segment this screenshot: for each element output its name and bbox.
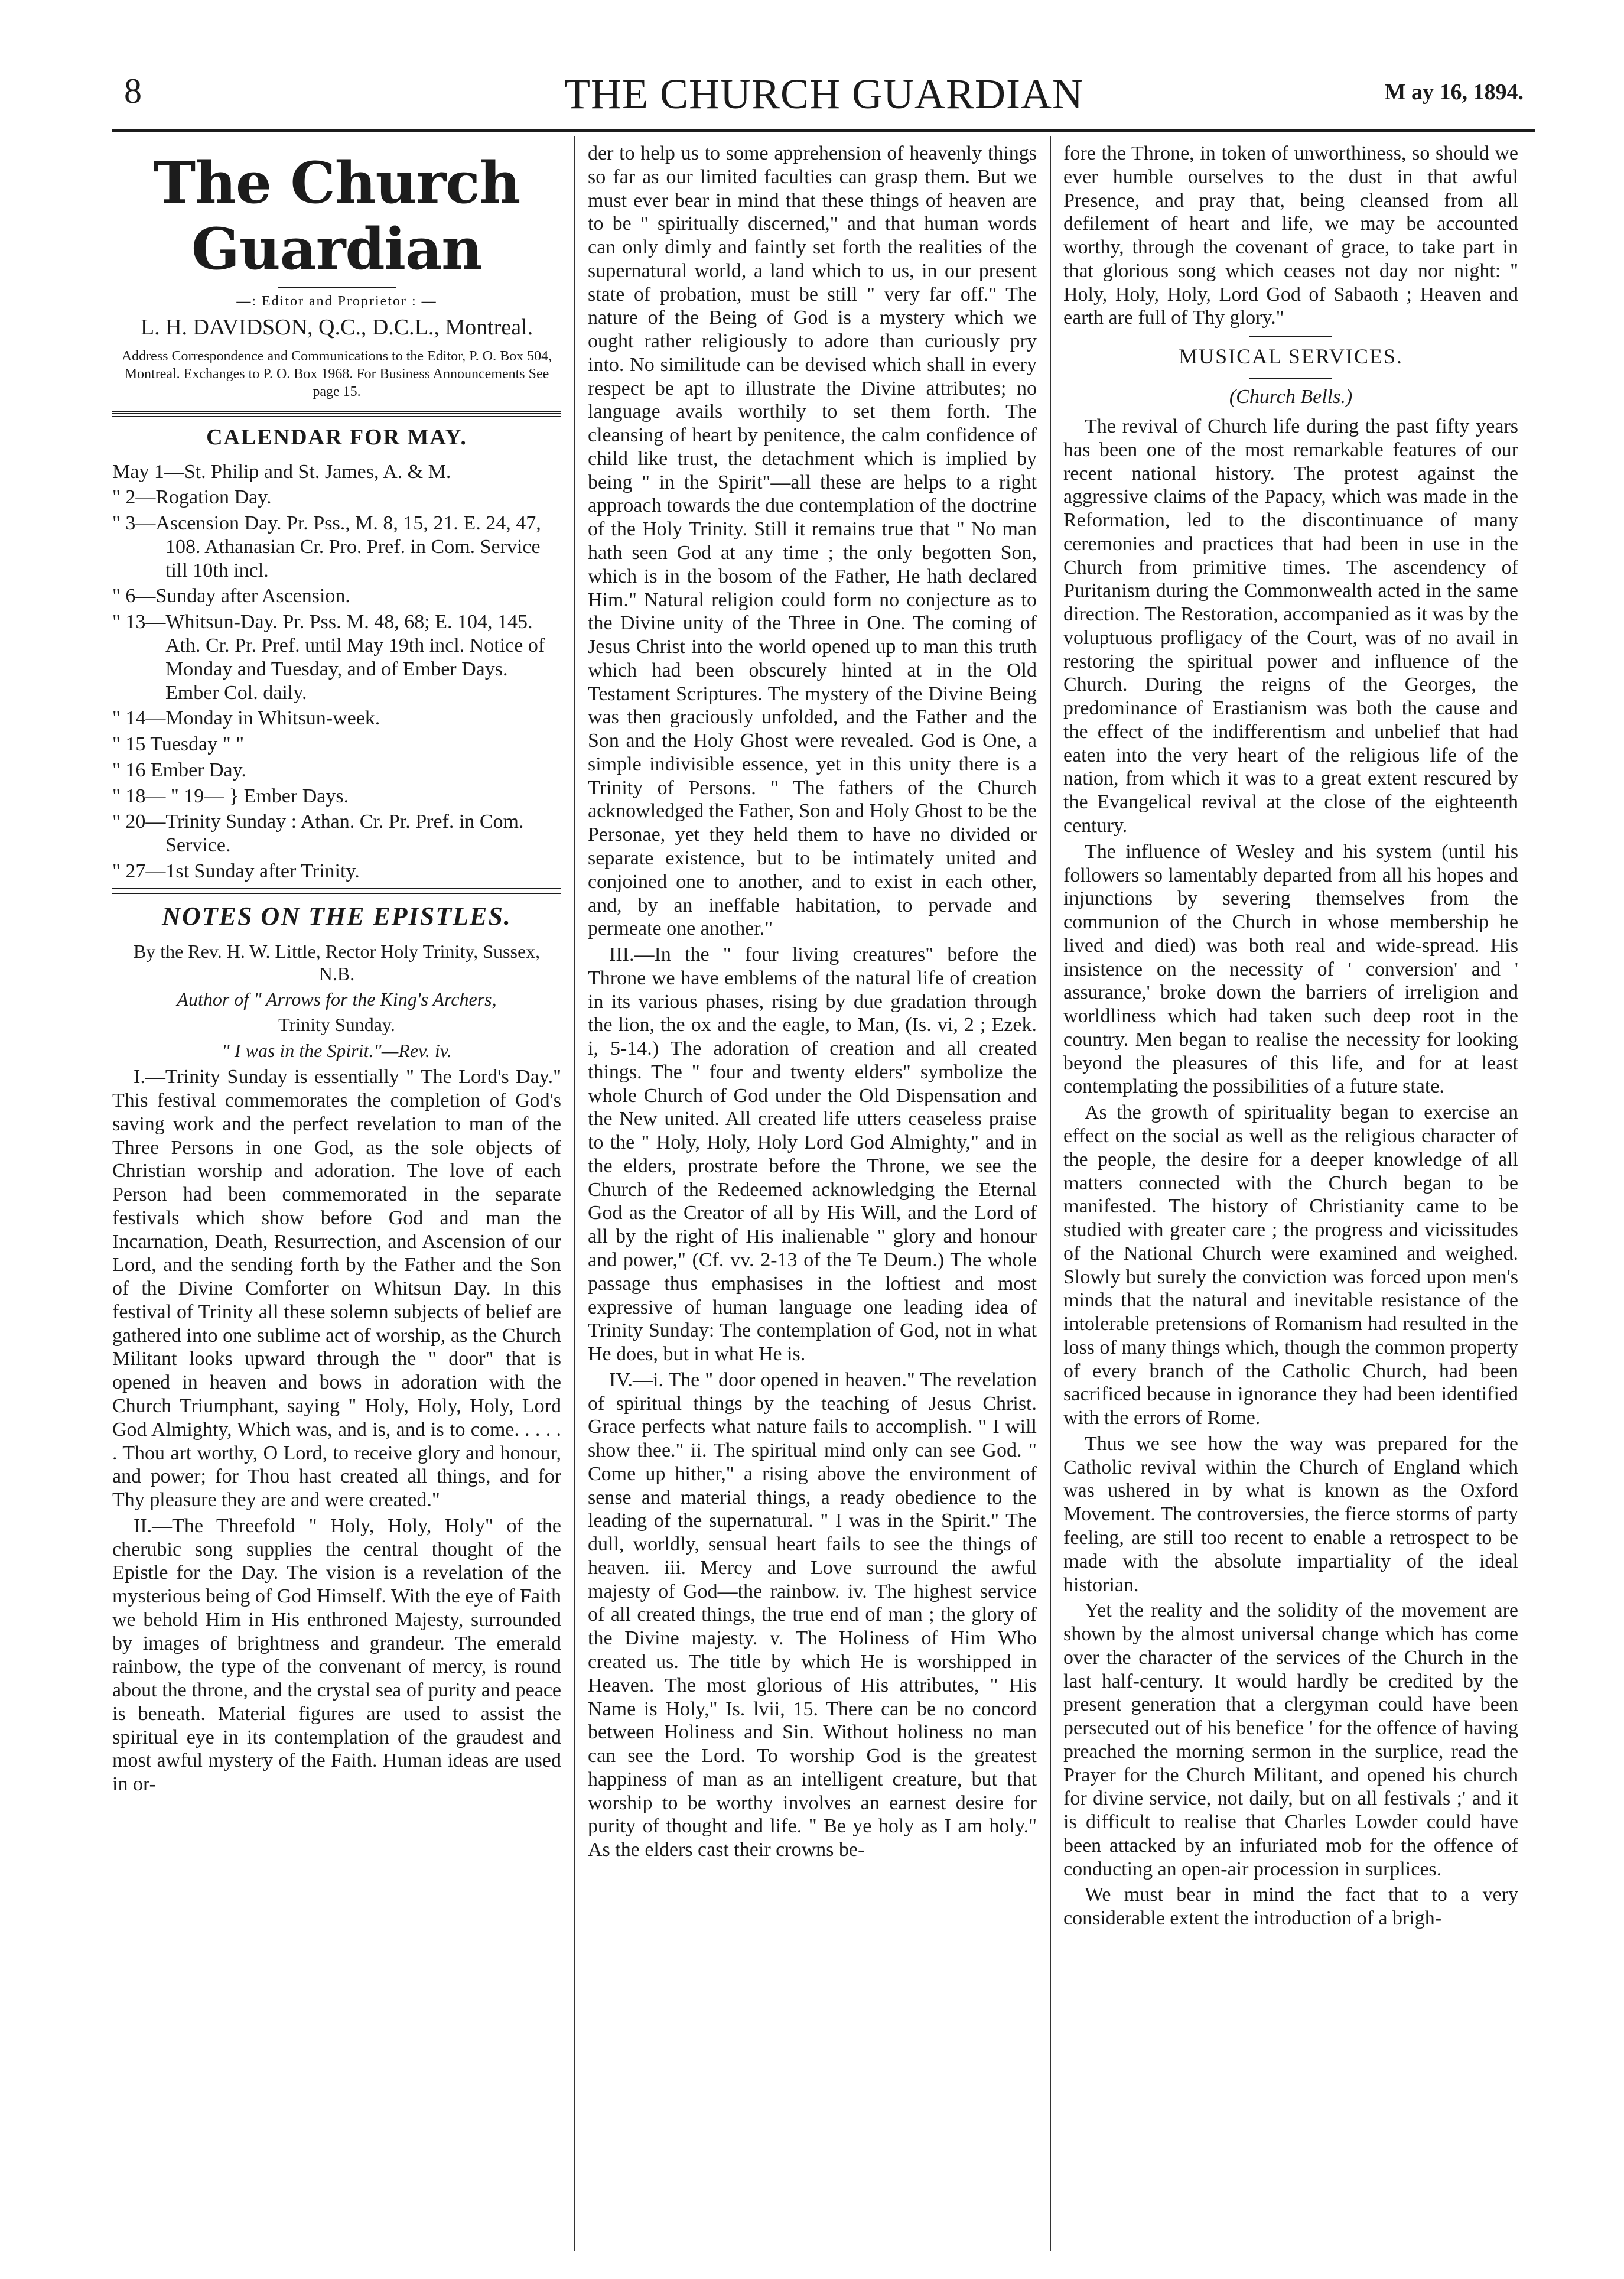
calendar-item: " 27—1st Sunday after Trinity.	[112, 860, 360, 882]
notes-title: NOTES ON THE EPISTLES.	[162, 901, 512, 931]
paragraph: der to help us to some apprehension of heavenly things so far as our limited faculties can grasp them. But we must ever bear in mind that these things of heaven are to be " spiritually discerned," and that human words can only dimly and faintly set forth the realities of the supernatural world, a land which to us, in our present state of probation, must be still " very far off." The nature of the Being of God is a mystery which we ought rather religiously to adore than curiously pry into. No similitude can be devised which shall in every respect be apt to illustrate the Divine attributes; no language avails worthily to set them forth. The cleansing of heart by penitence, the calm confidence of child like trust, the detachment which is implied by being " in the Spirit"—all these are helps to a right approach towards the due contemplation of the doctrine of the Holy Trinity. Still it remains true that " No man hath seen God at any time ; the only begotten Son, which is in the bosom of the Father, He hath declared Him." Natural religion could form no conjecture as to the Divine unity of the Three in One. The coming of Jesus Christ into the world opened up to man this truth which had been obscurely hinted at in the Old Testament Scriptures. The mystery of the Divine Being was then graciously unfolded, and the Father and the Son and the Holy Ghost were revealed. God is One, a simple indivisible essence, yet in this unity there is a Trinity of Persons. " The fathers of the Church acknowledged the Father, Son and Holy Ghost to be the Personae, yet they held them to have no divided or separate existence, but to be intimately united and conjoined one to another, and to exist in each other, and, by an ineffable habitation, to pervade and permeate one another."	[588, 142, 1037, 940]
calendar-item: " 20—Trinity Sunday : Athan. Cr. Pr. Pref. in Com. Service.	[112, 811, 524, 857]
address-notice: Address Correspondence and Communications to the Editor, P. O. Box 504, Montreal. Exchanges to P. O. Box 1968. For Business Announcements See page 15.	[121, 349, 552, 400]
credit-line: (Church Bells.)	[1229, 386, 1353, 408]
column-divider	[1050, 136, 1051, 2251]
page-number: 8	[124, 71, 142, 110]
paragraph: IV.—i. The " door opened in heaven." The revelation of spiritual things by the teaching of Jesus Christ. Grace perfects what nature fails to accomplish. " I will show thee." ii. The spiritual mind only can see God. " Come up hither," a rising above the environment of sense and material things, a ready obedience to the leading of the supernatural. " I was in the Spirit." The dull, worldly, sensual heart fails to see the things of heaven. iii. Mercy and Love surround the awful majesty of God—the rainbow. iv. The highest service of all created things, the true end of man ; the glory of the Divine majesty. v. The Holiness of Him Who created us. The title by which He is worshipped in Heaven. The most glorious of His attributes, " His Name is Holy," Is. lvii, 15. There can be no concord between Holiness and Sin. Without holiness no man can see the Lord. To worship God is the greatest happiness of man as an intelligent creature, but that worship to be worthy involves an earnest desire for purity of thought and life. " Be ye holy as I am holy." As the elders cast their crowns be-	[588, 1368, 1037, 1861]
paper-name: THE CHURCH GUARDIAN	[564, 70, 1083, 118]
column-3	[1063, 142, 1518, 2245]
epigraph: " I was in the Spirit."—Rev. iv.	[222, 1039, 452, 1061]
paragraph: I.—Trinity Sunday is essentially " The Lord's Day." This festival commemorates the completion of God's saving work and the perfect revelation to man of the Three Persons in one God, as the sole objects of Christian worship and adoration. The love of each Person had been commemorated in the separate festivals which show before God and man the Incarnation, Death, Resurrection, and Ascension of our Lord, and the sending forth by the Father and the Son of the Divine Comforter on Whitsun Day. In this festival of Trinity all these solemn subjects of belief are gathered into one sublime act of worship, as the Church Militant looks upward through the " door" that is opened in heaven and bows in adoration with the Church Triumphant, saying " Holy, Holy, Holy, Lord God Almighty, Which was, and is, and is to come. . . . . . Thou art worthy, O Lord, to receive glory and honour, and power; for Thou hast created all things, and for Thy pleasure they are and were created."	[112, 1066, 561, 1511]
paragraph: fore the Throne, in token of unworthiness, so should we ever humble ourselves to the dust in that awful Presence, and pray that, being cleansed from all defilement of heart and life, we may be accounted worthy, through the covenant of grace, to take part in that glorious song which ceases not day nor night: " Holy, Holy, Holy, Lord God of Sabaoth ; Heaven and earth are full of Thy glory."	[1063, 142, 1518, 329]
calendar-item: " 2—Rogation Day.	[112, 486, 272, 509]
section-rule	[112, 411, 561, 417]
short-rule	[1249, 378, 1332, 379]
paragraph: The revival of Church life during the past fifty years has been one of the most remarkable features of our recent national history. The protest against the aggressive claims of the Papacy, which was made in the Reformation, led to the discontinuance of many ceremonies and practices that had been in use in the Church from primitive times. The ascendency of Puritanism during the Commonwealth acted in the same direction. The Restoration, accompanied as it was by the voluptuous profligacy of the Court, was of no avail in restoring the spiritual power and influence of the Church. During the reigns of the Georges, the predominance of Erastianism was both the cause and the effect of the indifferentism and unbelief that had eaten into the very heart of the religious life of the nation, from which it was to a great extent rescured by the Evangelical revival at the close of the eighteenth century.	[1063, 415, 1518, 837]
calendar-title: CALENDAR FOR MAY.	[206, 425, 467, 450]
calendar-item: " 6—Sunday after Ascension.	[112, 585, 350, 607]
issue-date: M ay 16, 1894.	[1384, 80, 1524, 105]
section-rule	[112, 888, 561, 894]
ornament-rule	[278, 287, 396, 288]
editor-label: —: Editor and Proprietor : —	[236, 293, 437, 309]
paragraph: Yet the reality and the solidity of the movement are shown by the almost universal change which has come over the character of the services of the Church in the last half-century. It would hardly be credited by the present generation that a clergyman could have been persecuted out of his benefice ' for the offence of having preached the morning sermon in the surplice, read the Prayer for the Church Militant, and opened his church for divine service, not daily, but on all festivals ;' and it is difficult to realise that Charles Lowder could have been attacked by an infuriated mob for the offence of conducting an open-air procession in surplices.	[1063, 1599, 1518, 1880]
column-1	[112, 142, 561, 2245]
calendar-item: " 3—Ascension Day. Pr. Pss., M. 8, 15, 21. E. 24, 47, 108. Athanasian Cr. Pro. Pref. in Com. Service till 10th incl.	[112, 512, 541, 581]
paragraph: The influence of Wesley and his system (until his followers so lamentably departed from all his hopes and injunctions by severing themselves from the communion of the Church in whose membership he lived and died) was both real and wide-spread. His insistence on the necessity of ' conversion' and ' assurance,' broke down the barriers of irreligion and worldliness which had taken such deep root in the country. Men began to realise the necessity for looking beyond the pleasures of this life, and for at least contemplating the possibilities of a future state.	[1063, 840, 1518, 1098]
short-rule	[1249, 336, 1332, 337]
calendar-item: May 1—St. Philip and St. James, A. & M.	[112, 460, 451, 483]
author-of: Author of " Arrows for the King's Archers,	[177, 988, 497, 1010]
paragraph: Thus we see how the way was prepared for the Catholic revival within the Church of England which was ushered in by what is known as the Oxford Movement. The controversies, the fierce storms of party feeling, are still too recent to enable a retrospect to be made with the absolute impartiality of the ideal historian.	[1063, 1432, 1518, 1596]
paragraph: II.—The Threefold " Holy, Holy, Holy" of the cherubic song supplies the central thought of the Epistle for the Day. The vision is a revelation of the mysterious being of God Himself. With the eye of Faith we behold Him in His enthroned Majesty, surrounded by images of brightness and grandeur. The emerald rainbow, the type of the convenant of mercy, is round about the throne, and the crystal sea of purity and peace is beneath. Material figures are used to assist the spiritual eye in its contemplation of the graudest and most awful mystery of the Faith. Human ideas are used in or-	[112, 1514, 561, 1796]
header-rule	[112, 129, 1535, 132]
sunday-heading: Trinity Sunday.	[278, 1014, 395, 1036]
calendar-list	[112, 460, 561, 883]
calendar-item: " 18— " 19— } Ember Days.	[112, 785, 349, 807]
page-header	[112, 59, 1535, 130]
editor-name: L. H. DAVIDSON, Q.C., D.C.L., Montreal.	[140, 314, 533, 340]
column-2	[588, 142, 1037, 2245]
column-divider	[574, 136, 575, 2251]
paragraph: We must bear in mind the fact that to a very considerable extent the introduction of a brigh-	[1063, 1884, 1518, 1930]
masthead-title: The Church Guardian	[153, 149, 520, 283]
calendar-item: " 13—Whitsun-Day. Pr. Pss. M. 48, 68; E. 104, 145. Ath. Cr. Pr. Pref. until May 19th incl. Notice of Monday and Tuesday, and of Ember Days. Ember Col. daily.	[112, 611, 545, 704]
calendar-item: " 15 Tuesday " "	[112, 733, 245, 756]
paragraph: III.—In the " four living creatures" before the Throne we have emblems of the natural life of creation in its various phases, rising by due gradation through the lion, the ox and the eagle, to Man, (Is. vi, 2 ; Ezek. i, 5-14.) The adoration of creation and all created things. The " four and twenty elders" symbolize the whole Church of God under the Old Dispensation and the New united. All created life utters ceaseless praise to the " Holy, Holy, Holy Lord God Almighty," and in the elders, prostrate before the Throne, we see the Church of the Redeemed acknowledging the Eternal God as the Creator of all by His Will, and the Lord of all by the right of His inalienable " glory and honour and power," (Cf. vv. 2-13 of the Te Deum.) The whole passage thus emphasises in the loftiest and most expressive of human language one leading idea of Trinity Sunday: The contemplation of God, not in what He does, but in what He is.	[588, 944, 1037, 1366]
musical-title: MUSICAL SERVICES.	[1179, 344, 1403, 369]
paragraph: As the growth of spirituality began to exercise an effect on the social as well as the religious character of the people, the desire for a deeper knowledge of all matters connected with the Church began to be manifested. The history of Christianity came to be studied with greater care ; the progress and vicissitudes of the National Church were examined and weighed. Slowly but surely the conviction was forced upon men's minds that the natural and inevitable resistance of the intolerable pretensions of Romanism had resulted in the loss of many things which, though the common property of every branch of the Catholic Church, had been sacrificed because in ignorance they had been identified with the errors of Rome.	[1063, 1101, 1518, 1429]
calendar-item: " 16 Ember Day.	[112, 759, 246, 781]
byline: By the Rev. H. W. Little, Rector Holy Trinity, Sussex, N.B.	[133, 941, 541, 984]
calendar-item: " 14—Monday in Whitsun-week.	[112, 707, 380, 730]
